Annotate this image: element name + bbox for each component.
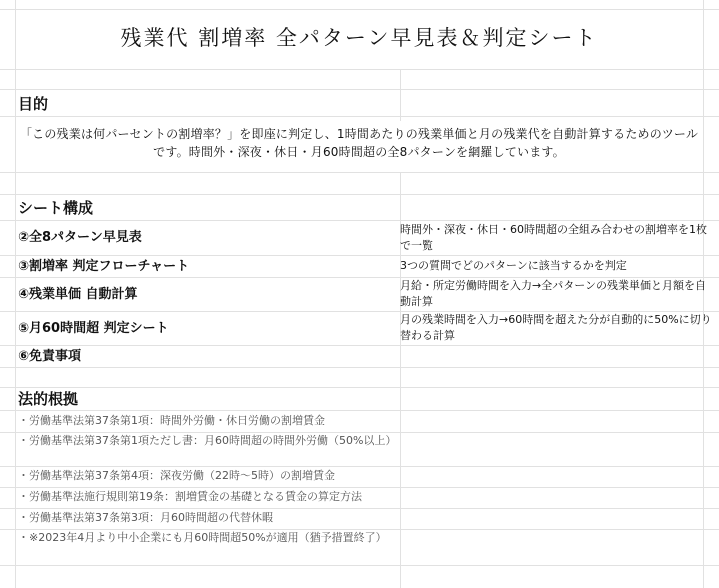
structure-item-desc[interactable]: 時間外・深夜・休日・60時間超の全組み合わせの割増率を1枚で一覧 bbox=[400, 223, 707, 252]
legal-item[interactable]: ・労働基準法施行規則第19条：割増賃金の基礎となる賃金の算定方法 bbox=[18, 490, 362, 503]
legal-item[interactable]: ・労働基準法第37条第4項：深夜労働（22時～5時）の割増賃金 bbox=[18, 469, 335, 482]
legal-item[interactable]: ・労働基準法第37条第1項ただし書：月60時間超の時間外労働（50%以上） bbox=[18, 434, 397, 447]
page-title[interactable]: 残業代 割増率 全パターン早見表＆判定シート bbox=[120, 26, 598, 50]
structure-item-label[interactable]: ⑥免責事項 bbox=[18, 349, 82, 364]
legal-item[interactable]: ・労働基準法第37条第3項：月60時間超の代替休暇 bbox=[18, 511, 273, 524]
structure-item-label[interactable]: ③割増率 判定フローチャート bbox=[18, 259, 190, 274]
structure-item-label[interactable]: ⑤月60時間超 判定シート bbox=[18, 321, 169, 336]
structure-item-desc[interactable]: 月の残業時間を入力→60時間を超えた分が自動的に50%に切り替わる計算 bbox=[400, 313, 712, 342]
structure-heading[interactable]: シート構成 bbox=[18, 199, 94, 217]
legal-item[interactable]: ・労働基準法第37条第1項：時間外労働・休日労働の割増賃金 bbox=[18, 414, 325, 427]
structure-item-desc[interactable] bbox=[400, 346, 712, 367]
structure-item-desc[interactable]: 3つの質問でどのパターンに該当するかを判定 bbox=[400, 259, 627, 272]
structure-item-desc[interactable]: 月給・所定労働時間を入力→全パターンの残業単価と月額を自動計算 bbox=[400, 279, 706, 308]
structure-item-label[interactable]: ④残業単価 自動計算 bbox=[18, 287, 138, 302]
structure-item-label[interactable]: ②全8パターン早見表 bbox=[18, 230, 142, 245]
legal-heading[interactable]: 法的根拠 bbox=[18, 390, 79, 408]
purpose-heading[interactable]: 目的 bbox=[18, 95, 49, 113]
purpose-text[interactable]: 「この残業は何パーセントの割増率？」を即座に判定し、1時間あたりの残業単価と月の残業代を自動計算するためのツールです。時間外・深夜・休日・月60時間超の全8パターンを網羅しています。 bbox=[19, 127, 699, 159]
legal-item[interactable]: ・※2023年4月より中小企業にも月60時間超50%が適用（猶予措置終了） bbox=[18, 531, 387, 544]
